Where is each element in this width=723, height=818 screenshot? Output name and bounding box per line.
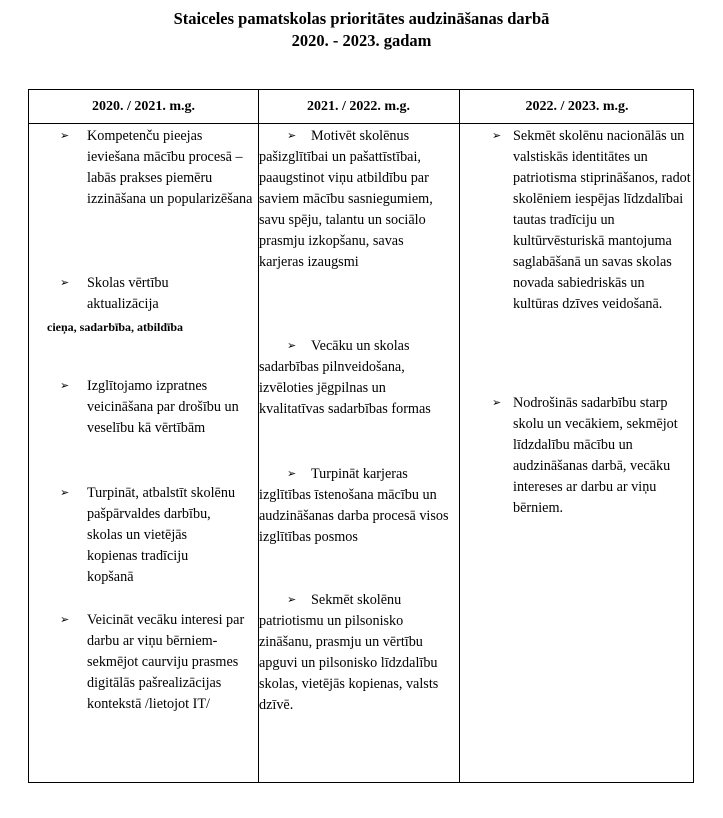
list-item: Sekmēt skolēnu nacionālās un valstiskās identitātes un patriotisma stiprināšanos, radot skolēniem iespējas līdzdalībai tautas tradīciju un kultūrvēsturiskā mantojuma saglabāšanā un savas skolas novada sabiedriskās un kultūras dzīves veidošanā.	[513, 128, 691, 312]
list-item: Veicināt vecāku interesi par darbu ar viņu bērniem-sekmējot caurviju prasmes digitālās pašrealizācijas kontekstā /lietojot IT/	[87, 612, 245, 712]
bullet-arrow-icon: ➢	[60, 130, 70, 142]
list-item: Turpināt karjeras izglītības īstenošana mācību un audzināšanas darba procesā visos izglītības posmos	[259, 466, 449, 545]
column-header-2022-2023: 2022. / 2023. m.g.	[525, 99, 629, 114]
bullet-arrow-icon: ➢	[60, 380, 70, 392]
bullet-arrow-icon: ➢	[287, 340, 297, 352]
list-item: Turpināt, atbalstīt skolēnu pašpārvaldes darbību, skolas un vietējās kopienas tradīciju kopšanā	[87, 485, 236, 585]
priorities-table	[28, 89, 694, 783]
list-item: Skolas vērtību aktualizācija	[87, 275, 169, 312]
document-subtitle: 2020. - 2023. gadam	[291, 31, 432, 50]
list-item: Vecāku un skolas sadarbības pilnveidošana, izvēloties jēgpilnas un kvalitatīvas sadarbības formas	[259, 338, 431, 417]
bullet-arrow-icon: ➢	[287, 594, 297, 606]
header-divider	[29, 123, 693, 124]
values-note: cieņa, sadarbība, atbildība	[47, 320, 184, 334]
list-item: Izglītojamo izpratnes veicināšana par drošību un veselību kā vērtībām	[87, 378, 239, 436]
document-title: Staiceles pamatskolas prioritātes audzināšanas darbā	[173, 9, 550, 28]
column-header-2021-2022: 2021. / 2022. m.g.	[306, 99, 411, 114]
list-item: Sekmēt skolēnu patriotismu un pilsonisko zināšanu, prasmju un vērtību apguvi un pilsonisko līdzdalību skolas, vietējās kopienas, valsts dzīvē.	[259, 592, 439, 713]
list-item: Nodrošinās sadarbību starp skolu un vecākiem, sekmējot līdzdalību mācību un audzināšanas darbā, vecāku intereses ar darbu ar viņu bērniem.	[513, 395, 678, 516]
bullet-arrow-icon: ➢	[60, 614, 70, 626]
bullet-arrow-icon: ➢	[287, 468, 297, 480]
list-item: Kompetenču pieejas ieviešana mācību procesā –labās prakses piemēru izzināšana un popularizēšana	[87, 128, 253, 207]
column-divider	[459, 90, 460, 782]
list-item: Motivēt skolēnus pašizglītībai un pašattīstībai, paaugstinot viņu atbildību par saviem mācību sasniegumiem, savu spēju, talantu un sociālo prasmju izkopšanu, savas karjeras izaugsmi	[259, 128, 433, 270]
bullet-arrow-icon: ➢	[492, 397, 502, 409]
bullet-arrow-icon: ➢	[287, 130, 297, 142]
bullet-arrow-icon: ➢	[60, 487, 70, 499]
bullet-arrow-icon: ➢	[60, 277, 70, 289]
bullet-arrow-icon: ➢	[492, 130, 502, 142]
column-header-2020-2021: 2020. / 2021. m.g.	[91, 99, 196, 114]
